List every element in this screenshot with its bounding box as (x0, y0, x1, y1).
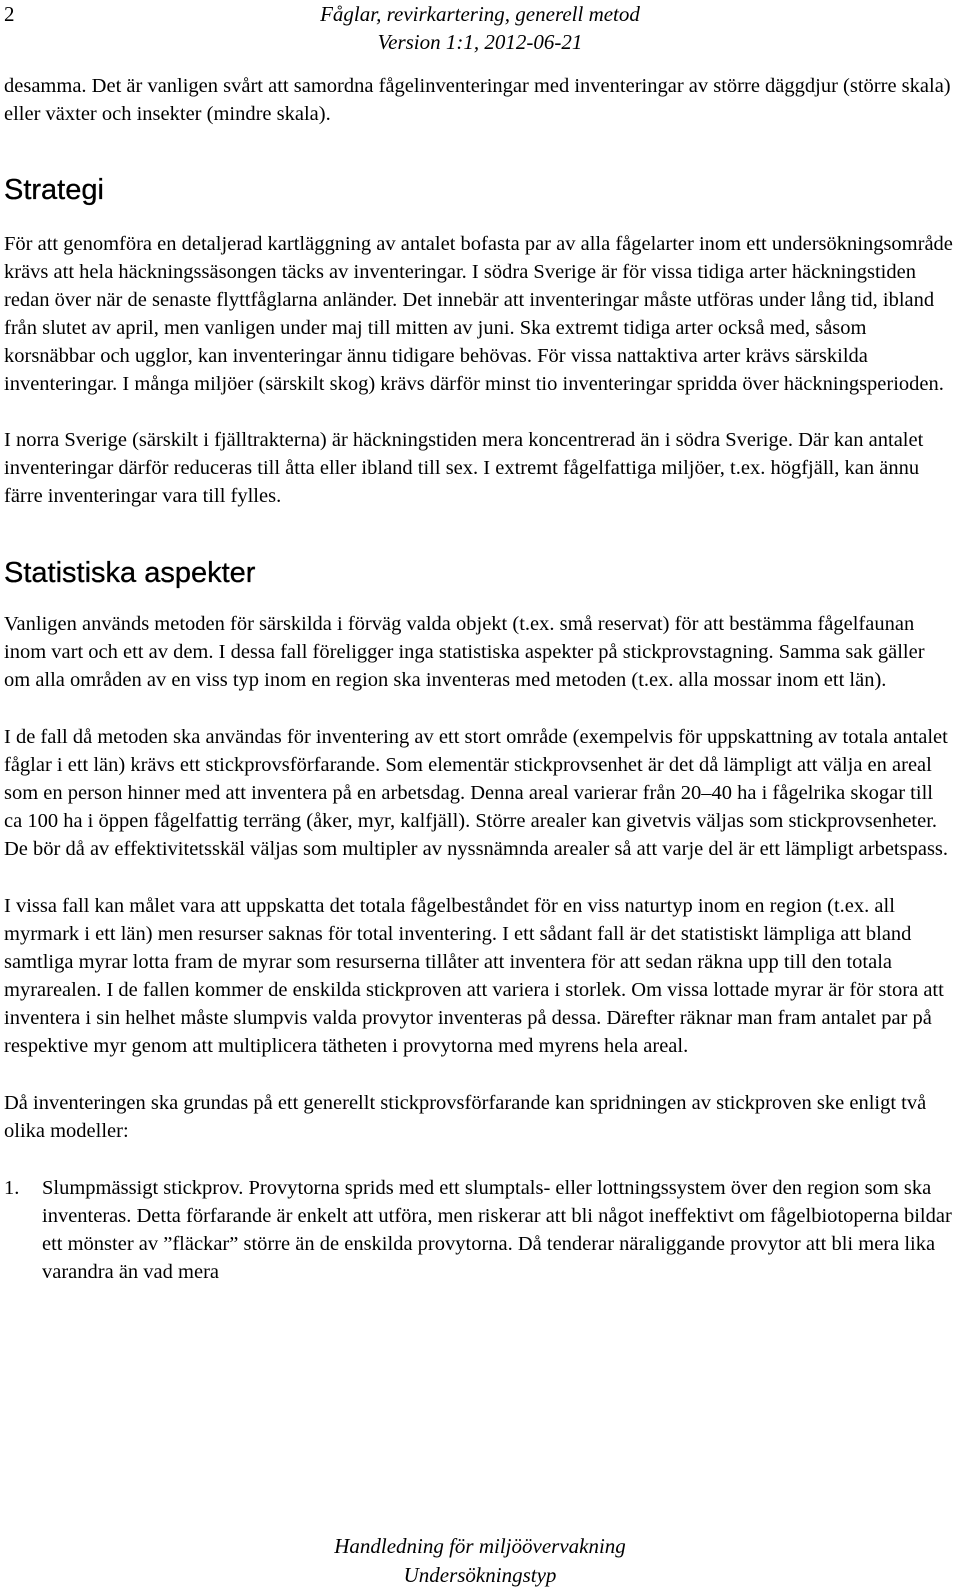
footer-line-2: Undersökningstyp (403, 1563, 557, 1587)
page-number: 2 (4, 2, 15, 26)
list-item-text: Slumpmässigt stickprov. Provytorna sprids med ett slumptals- eller lottningssystem över den region som ska inventeras. Detta förfarande är enkelt att utföra, men riskerar att bli något ineffektivt om fågelbiotoperna bildar ett mönster av ”fläckar” större än de enskilda provytorna. Då tenderar näraliggande provytor att bli mera lika varandra än vad mera (42, 1177, 952, 1283)
section-heading-statistiska: Statistiska aspekter (4, 557, 256, 589)
list-item (4, 1174, 954, 1286)
statistiska-paragraph: Då inventeringen ska grundas på ett generellt stickprovsförfarande kan spridningen av stickproven ske enligt två olika modeller: (4, 1092, 927, 1142)
statistiska-paragraph: I vissa fall kan målet vara att uppskatta det totala fågelbeståndet för en viss naturtyp inom en region (t.ex. all myrmark i ett län) men resurser saknas för total inventering. I ett sådant fall är det statistiskt lämpliga att bland samtliga myrar lotta fram de myrar som resurserna tillåter att inventera för att sedan räkna upp till den totala myrarealen. I de fallen kommer de enskilda stickproven att variera i storlek. Om vissa lottade myrar är för stora att inventera i sin helhet måste slumpvis valda provytor inventeras på dessa. Därefter räknar man fram antalet par på respektive myr genom att multiplicera tätheten i provytorna med myrens hela areal. (4, 895, 944, 1057)
section-heading-strategi: Strategi (4, 174, 104, 206)
header-version: Version 1:1, 2012-06-21 (377, 30, 583, 54)
strategi-paragraph: För att genomföra en detaljerad kartläggning av antalet bofasta par av alla fågelarter inom ett undersökningsområde krävs att hela häckningssäsongen täcks av inventeringar. I södra Sverige är för vissa tidiga arter häckningstiden redan över när de senaste flyttfåglarna anländer. Det innebär att inventeringar måste utföras under lång tid, ibland från slutet av april, men vanligen under maj till mitten av juni. Ska extremt tidiga arter också med, såsom korsnäbbar och ugglor, kan inventeringar ännu tidigare behövas. För vissa nattaktiva arter krävs särskilda inventeringar. I många miljöer (särskilt skog) krävs därför minst tio inventeringar spridda över häckningsperioden. (4, 233, 953, 395)
footer-line-1: Handledning för miljöövervakning (334, 1534, 626, 1558)
header-title: Fåglar, revirkartering, generell metod (320, 2, 640, 26)
page-footer (0, 1532, 960, 1590)
list-item-number: 1. (4, 1177, 20, 1199)
running-header (0, 0, 960, 56)
statistiska-paragraph: Vanligen används metoden för särskilda i förväg valda objekt (t.ex. små reservat) för att bestämma fågelfaunan inom vart och ett av dem. I dessa fall föreligger inga statistiska aspekter på stickprovstagning. Samma sak gäller om alla områden av en viss typ inom en region ska inventeras med metoden (t.ex. alla mossar inom ett län). (4, 613, 925, 691)
statistiska-paragraph: I de fall då metoden ska användas för inventering av ett stort område (exempelvis för uppskattning av totala antalet fåglar i ett län) krävs ett stickprovsförfarande. Som elementär stickprovsenhet är det då lämpligt att välja en areal som en person hinner med att inventera på en arbetsdag. Denna areal varierar från 20–40 ha i fågelrika skogar till ca 100 ha i öppen fågelfattig terräng (åker, myr, kalfjäll). Större arealer kan givetvis väljas som stickprovsenheter. De bör då av effektivitetsskäl väljas som multipler av nyssnämnda arealer så att varje del är ett lämpligt arbetspass. (4, 726, 949, 860)
document-body (4, 72, 954, 1286)
intro-continuation: desamma. Det är vanligen svårt att samordna fågelinventeringar med inventeringar av större däggdjur (större skala) eller växter och insekter (mindre skala). (4, 75, 951, 125)
strategi-paragraph: I norra Sverige (särskilt i fjälltrakterna) är häckningstiden mera koncentrerad än i södra Sverige. Där kan antalet inventeringar därför reduceras till åtta eller ibland till sex. I extremt fågelfattiga miljöer, t.ex. högfjäll, kan ännu färre inventeringar vara till fylles. (4, 429, 924, 507)
